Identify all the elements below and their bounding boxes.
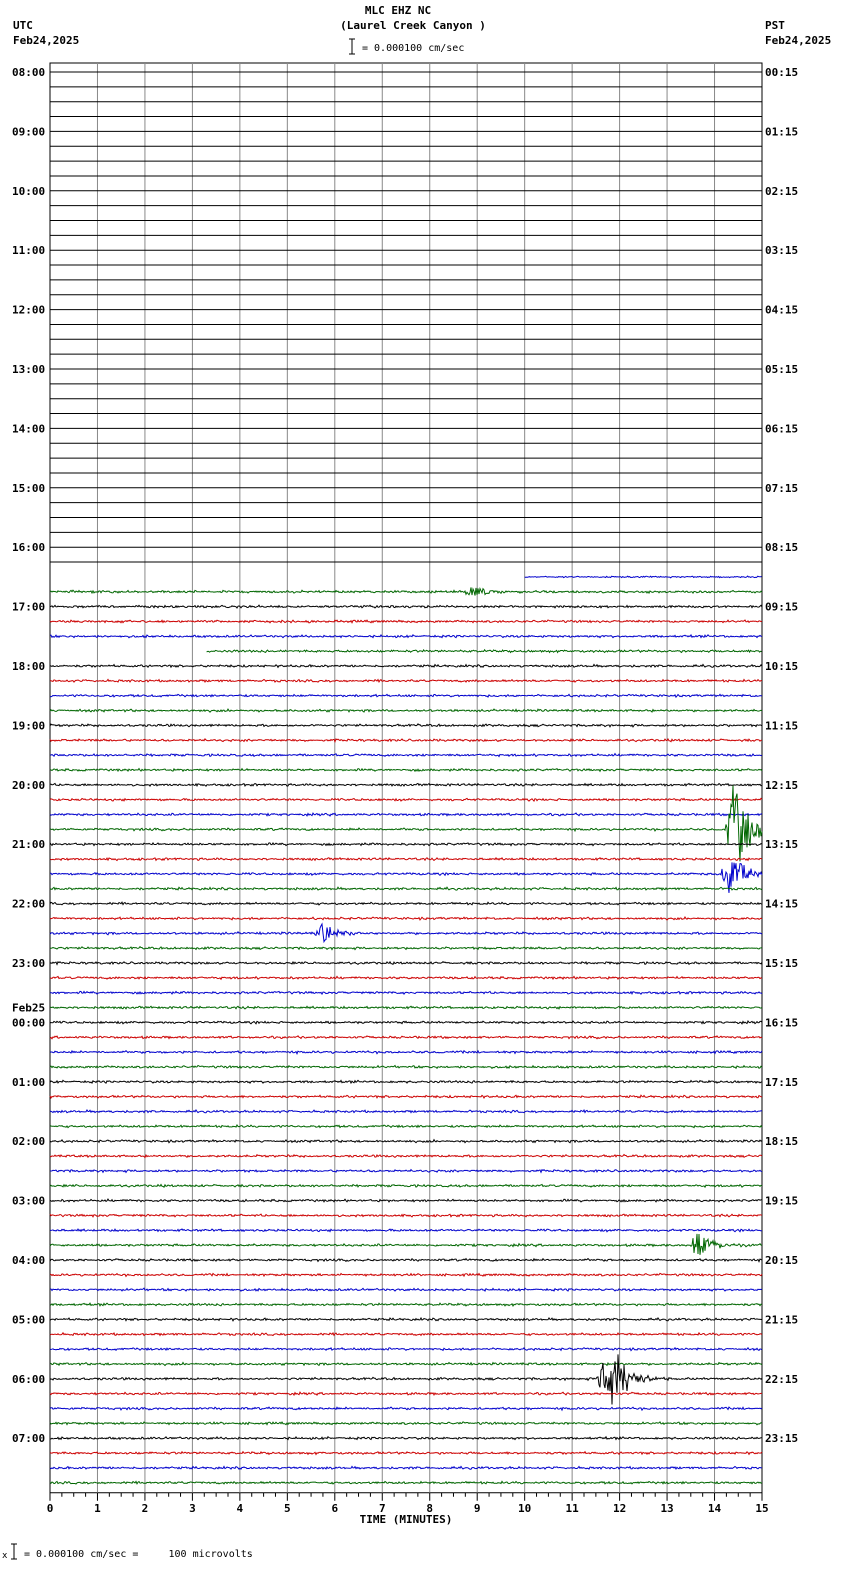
- x-tick-label: 13: [660, 1501, 674, 1515]
- seismic-trace: [50, 1021, 762, 1024]
- utc-hour-label: 15:00: [12, 481, 46, 495]
- utc-hour-label: 05:00: [12, 1313, 46, 1327]
- seismic-trace: [50, 754, 762, 757]
- seismic-trace: [50, 1452, 762, 1455]
- right-date: Feb24,2025: [765, 34, 832, 47]
- x-tick-label: 3: [189, 1501, 196, 1515]
- utc-hour-label: 22:00: [12, 897, 46, 911]
- seismic-trace: [50, 1466, 762, 1469]
- utc-hour-label: 01:00: [12, 1075, 46, 1089]
- seismic-trace: [50, 1170, 762, 1173]
- scale-label: = 0.000100 cm/sec: [362, 43, 465, 54]
- seismic-trace: [50, 1288, 762, 1291]
- x-tick-label: 10: [518, 1501, 532, 1515]
- seismic-trace: [50, 1006, 762, 1009]
- seismic-trace: [50, 1354, 762, 1404]
- footer-scale-bar-icon: [9, 1543, 19, 1561]
- seismic-trace: [50, 991, 762, 994]
- seismic-trace: [50, 947, 762, 950]
- plot-frame: [50, 63, 762, 1493]
- seismic-trace: [50, 605, 762, 608]
- x-tick-label: 0: [46, 1501, 54, 1515]
- seismic-trace: [50, 843, 762, 846]
- seismic-trace: [50, 1407, 762, 1410]
- seismic-trace: [50, 1303, 762, 1306]
- seismic-trace: [50, 1051, 762, 1054]
- seismic-trace: [50, 813, 762, 816]
- utc-hour-label: 17:00: [12, 600, 46, 614]
- seismic-trace: [50, 694, 762, 697]
- utc-hour-label: 07:00: [12, 1432, 46, 1446]
- footer-prefix: x: [2, 1551, 8, 1561]
- left-timezone: UTC: [13, 19, 33, 32]
- footer-scale-label: = 0.000100 cm/sec = 100 microvolts: [24, 1549, 253, 1560]
- pst-hour-label: 04:15: [765, 303, 799, 317]
- seismic-trace: [50, 1110, 762, 1113]
- seismic-trace: [207, 650, 762, 653]
- seismic-trace: [50, 1273, 762, 1276]
- utc-hour-label: 18:00: [12, 660, 46, 673]
- station-title: MLC EHZ NC: [364, 4, 432, 17]
- seismic-trace: [50, 917, 762, 920]
- utc-hour-label: 09:00: [12, 125, 46, 139]
- pst-hour-label: 03:15: [765, 244, 799, 258]
- seismic-trace: [50, 1036, 762, 1039]
- pst-hour-label: 05:15: [765, 363, 799, 376]
- pst-hour-label: 22:15: [765, 1372, 799, 1386]
- seismic-trace: [50, 1437, 762, 1440]
- pst-hour-label: 17:15: [765, 1075, 799, 1089]
- seismic-trace: [50, 709, 762, 712]
- station-location: (Laurel Creek Canyon ): [340, 19, 486, 32]
- seismic-trace: [50, 1422, 762, 1425]
- pst-hour-label: 23:15: [765, 1432, 799, 1446]
- x-tick-label: 15: [755, 1501, 769, 1515]
- seismic-trace: [50, 798, 762, 801]
- utc-hour-label: 12:00: [12, 303, 46, 317]
- utc-hour-label: 06:00: [12, 1372, 46, 1386]
- x-tick-label: 9: [473, 1501, 481, 1515]
- pst-hour-label: 09:15: [765, 600, 799, 614]
- seismic-trace: [50, 1095, 762, 1098]
- seismic-trace: [50, 679, 762, 682]
- utc-hour-label: 08:00: [12, 66, 46, 79]
- x-tick-label: 7: [378, 1501, 386, 1515]
- seismic-trace: [50, 1333, 762, 1336]
- seismic-trace: [50, 1229, 762, 1232]
- utc-hour-label: 10:00: [12, 184, 46, 198]
- seismic-trace: [50, 784, 762, 787]
- pst-hour-label: 14:15: [765, 897, 799, 911]
- pst-hour-label: 00:15: [765, 66, 799, 79]
- seismic-trace: [50, 1348, 762, 1351]
- left-date: Feb24,2025: [13, 34, 80, 47]
- seismic-trace: [50, 1184, 762, 1187]
- pst-hour-label: 01:15: [765, 125, 799, 139]
- pst-hour-label: 19:15: [765, 1194, 799, 1208]
- seismic-trace: [50, 635, 762, 638]
- x-tick-label: 2: [141, 1501, 149, 1515]
- x-tick-label: 8: [426, 1501, 434, 1515]
- utc-hour-label: 23:00: [12, 957, 46, 970]
- seismic-trace: [50, 724, 762, 727]
- pst-hour-label: 06:15: [765, 422, 799, 436]
- utc-hour-label: 04:00: [12, 1254, 46, 1267]
- x-tick-label: 11: [565, 1501, 579, 1515]
- utc-hour-label: 00:00: [12, 1016, 46, 1030]
- seismic-trace: [50, 1155, 762, 1158]
- pst-hour-label: 12:15: [765, 778, 799, 792]
- pst-hour-label: 15:15: [765, 957, 799, 970]
- seismic-trace: [50, 902, 762, 905]
- pst-hour-label: 21:15: [765, 1313, 799, 1327]
- utc-hour-label: 03:00: [12, 1194, 46, 1208]
- utc-hour-label: 21:00: [12, 838, 46, 852]
- utc-hour-label: 02:00: [12, 1135, 46, 1149]
- seismic-trace: [50, 588, 762, 596]
- utc-hour-label: 16:00: [12, 541, 46, 555]
- pst-hour-label: 02:15: [765, 184, 799, 198]
- seismic-trace: [50, 1363, 762, 1366]
- seismic-trace: [50, 962, 762, 965]
- pst-hour-label: 10:15: [765, 660, 799, 673]
- x-tick-label: 5: [284, 1501, 291, 1515]
- x-axis-label: TIME (MINUTES): [359, 1512, 453, 1526]
- seismic-trace: [50, 1199, 762, 1202]
- date-change-label: Feb25: [12, 1001, 46, 1015]
- utc-hour-label: 11:00: [12, 244, 46, 258]
- seismic-trace: [525, 576, 762, 578]
- seismic-trace: [50, 976, 762, 979]
- seismic-trace: [50, 786, 762, 862]
- pst-hour-label: 08:15: [765, 541, 799, 555]
- seismic-trace: [50, 1214, 762, 1217]
- seismic-trace: [50, 1318, 762, 1321]
- x-tick-label: 14: [707, 1501, 722, 1515]
- seismic-trace: [50, 1140, 762, 1143]
- seismic-trace: [50, 1481, 762, 1484]
- seismic-trace: [50, 769, 762, 772]
- pst-hour-label: 13:15: [765, 838, 799, 852]
- seismic-trace: [50, 739, 762, 742]
- pst-hour-label: 07:15: [765, 481, 799, 495]
- seismic-trace: [50, 1066, 762, 1069]
- seismic-trace: [50, 924, 762, 942]
- utc-hour-label: 19:00: [12, 719, 46, 733]
- seismic-trace: [50, 665, 762, 668]
- seismic-trace: [50, 858, 762, 861]
- x-tick-label: 6: [331, 1501, 339, 1515]
- seismic-trace: [50, 1392, 762, 1395]
- seismic-trace: [50, 1234, 762, 1255]
- x-tick-label: 1: [94, 1501, 101, 1515]
- pst-hour-label: 20:15: [765, 1254, 799, 1267]
- pst-hour-label: 18:15: [765, 1135, 799, 1149]
- seismic-trace: [50, 1259, 762, 1262]
- x-tick-label: 4: [236, 1501, 244, 1515]
- pst-hour-label: 16:15: [765, 1016, 799, 1030]
- utc-hour-label: 13:00: [12, 363, 46, 376]
- utc-hour-label: 14:00: [12, 422, 46, 436]
- pst-hour-label: 11:15: [765, 719, 799, 733]
- seismic-trace: [50, 1125, 762, 1128]
- x-tick-label: 12: [612, 1501, 627, 1515]
- utc-hour-label: 20:00: [12, 778, 46, 792]
- seismic-trace: [50, 1080, 762, 1083]
- right-timezone: PST: [765, 19, 785, 32]
- seismic-trace: [50, 887, 762, 890]
- seismic-trace: [50, 620, 762, 623]
